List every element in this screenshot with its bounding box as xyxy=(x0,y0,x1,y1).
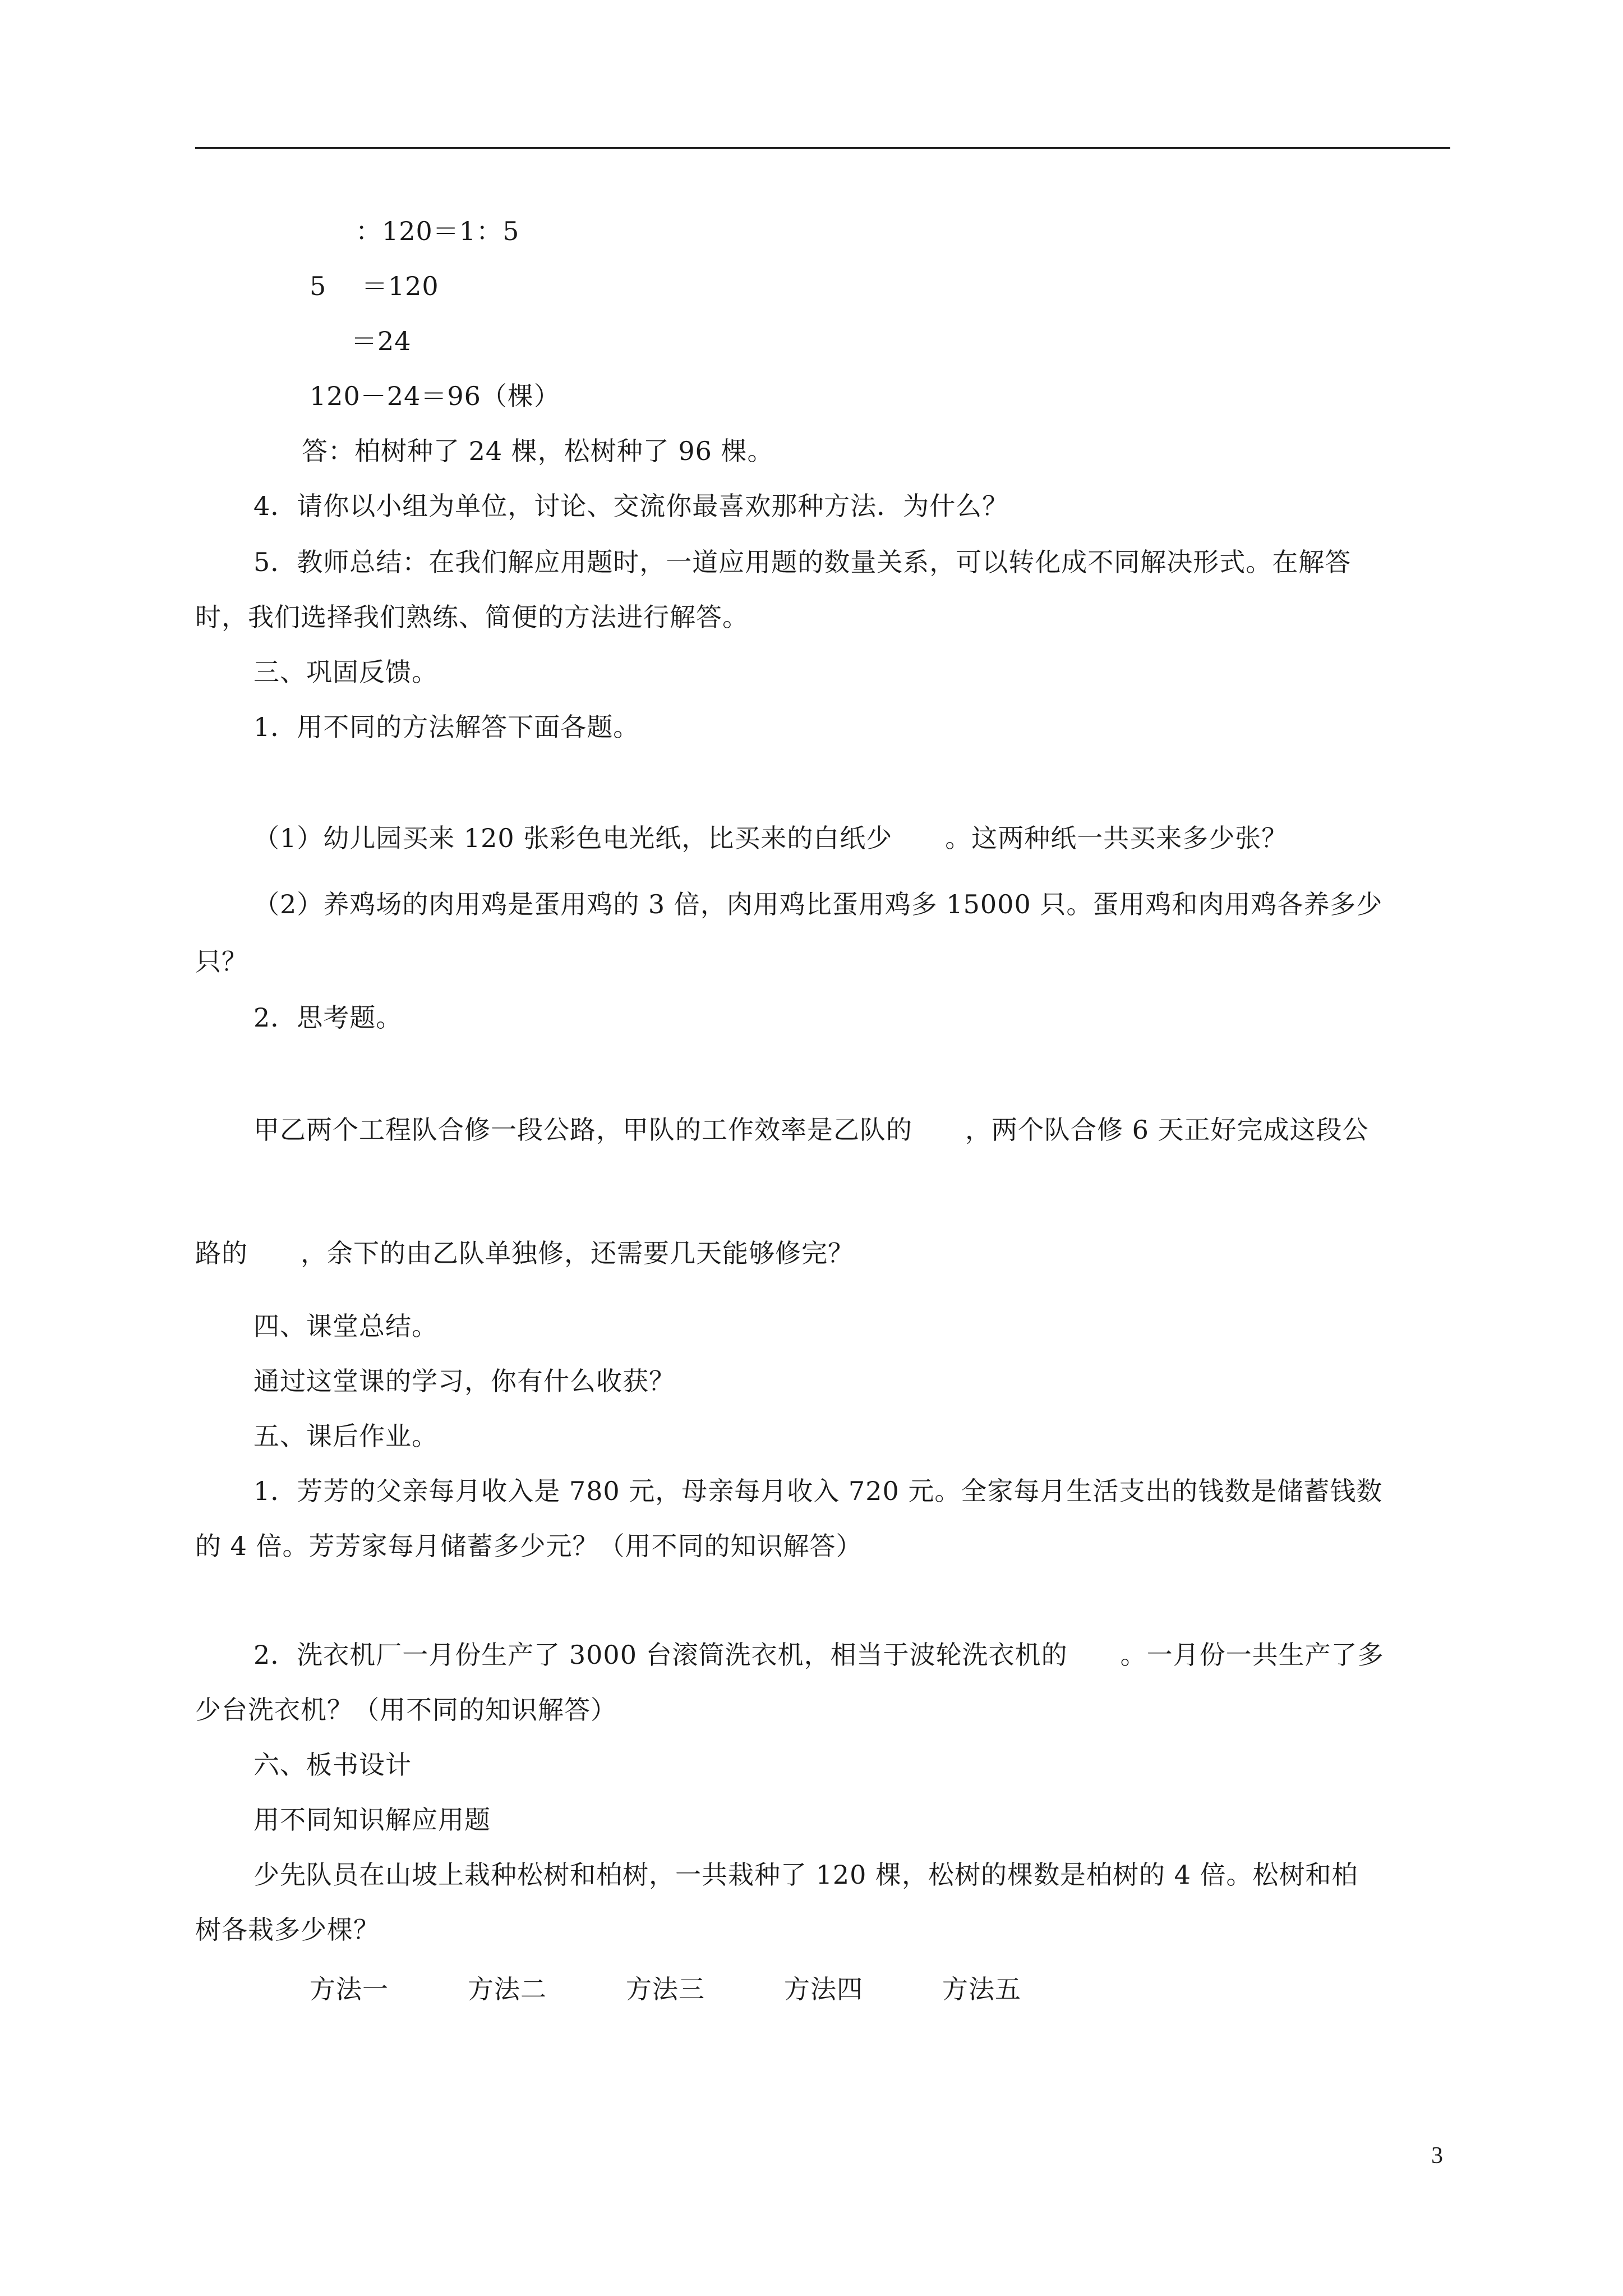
thinking-question-continuation: 路的 ，余下的由乙队单独修，还需要几天能够修完？ xyxy=(195,1238,854,1268)
equation-ratio: ：120＝1：5 xyxy=(356,216,520,246)
exercise-1-title: 1．用不同的方法解答下面各题。 xyxy=(253,712,640,742)
step-5-text: 5．教师总结：在我们解应用题时，一道应用题的数量关系，可以转化成不同解决形式。在解答 xyxy=(253,547,1352,577)
homework-1: 1．芳芳的父亲每月收入是 780 元，母亲每月收入 720 元。全家每月生活支出的钱数是储蓄钱数 xyxy=(253,1476,1383,1506)
section-3-heading: 三、巩固反馈。 xyxy=(253,657,438,687)
board-title: 用不同知识解应用题 xyxy=(253,1805,491,1835)
equation-result: ＝24 xyxy=(351,326,412,356)
board-methods: 方法一 方法二 方法三 方法四 方法五 xyxy=(310,1974,1021,2004)
section-6-heading: 六、板书设计 xyxy=(253,1750,412,1780)
step-5-continuation: 时，我们选择我们熟练、简便的方法进行解答。 xyxy=(195,602,749,632)
homework-1-continuation: 的 4 倍。芳芳家每月储蓄多少元？（用不同的知识解答） xyxy=(195,1531,863,1561)
section-4-heading: 四、课堂总结。 xyxy=(253,1311,438,1341)
exercise-1-q1: （1）幼儿园买来 120 张彩色电光纸，比买来的白纸少 。这两种纸一共买来多少张？ xyxy=(253,823,1288,853)
exercise-1-q2: （2）养鸡场的肉用鸡是蛋用鸡的 3 倍，肉用鸡比蛋用鸡多 15000 只。蛋用鸡和肉用鸡各养多少 xyxy=(253,889,1383,919)
equation-multiply: 5 ＝120 xyxy=(310,271,439,301)
answer-text: 答：柏树种了 24 棵，松树种了 96 棵。 xyxy=(302,436,774,466)
board-problem-continuation: 树各栽多少棵？ xyxy=(195,1915,380,1945)
equation-subtract: 120－24＝96（棵） xyxy=(310,381,560,411)
summary-question: 通过这堂课的学习，你有什么收获？ xyxy=(253,1366,675,1396)
homework-2-continuation: 少台洗衣机？（用不同的知识解答） xyxy=(195,1695,617,1725)
homework-2: 2．洗衣机厂一月份生产了 3000 台滚筒洗衣机，相当于波轮洗衣机的 。一月份一共生产了多 xyxy=(253,1640,1384,1670)
exercise-2-title: 2．思考题。 xyxy=(253,1002,403,1033)
thinking-question: 甲乙两个工程队合修一段公路，甲队的工作效率是乙队的 ，两个队合修 6 天正好完成这段公 xyxy=(253,1115,1369,1145)
section-5-heading: 五、课后作业。 xyxy=(253,1421,438,1451)
board-problem: 少先队员在山坡上栽种松树和柏树，一共栽种了 120 棵，松树的棵数是柏树的 4 倍。松树和柏 xyxy=(253,1860,1358,1890)
exercise-1-q2-continuation: 只？ xyxy=(195,946,248,977)
header-rule xyxy=(195,147,1450,149)
page-number: 3 xyxy=(1431,2143,1443,2169)
step-4-text: 4．请你以小组为单位，讨论、交流你最喜欢那种方法．为什么？ xyxy=(253,491,1009,521)
